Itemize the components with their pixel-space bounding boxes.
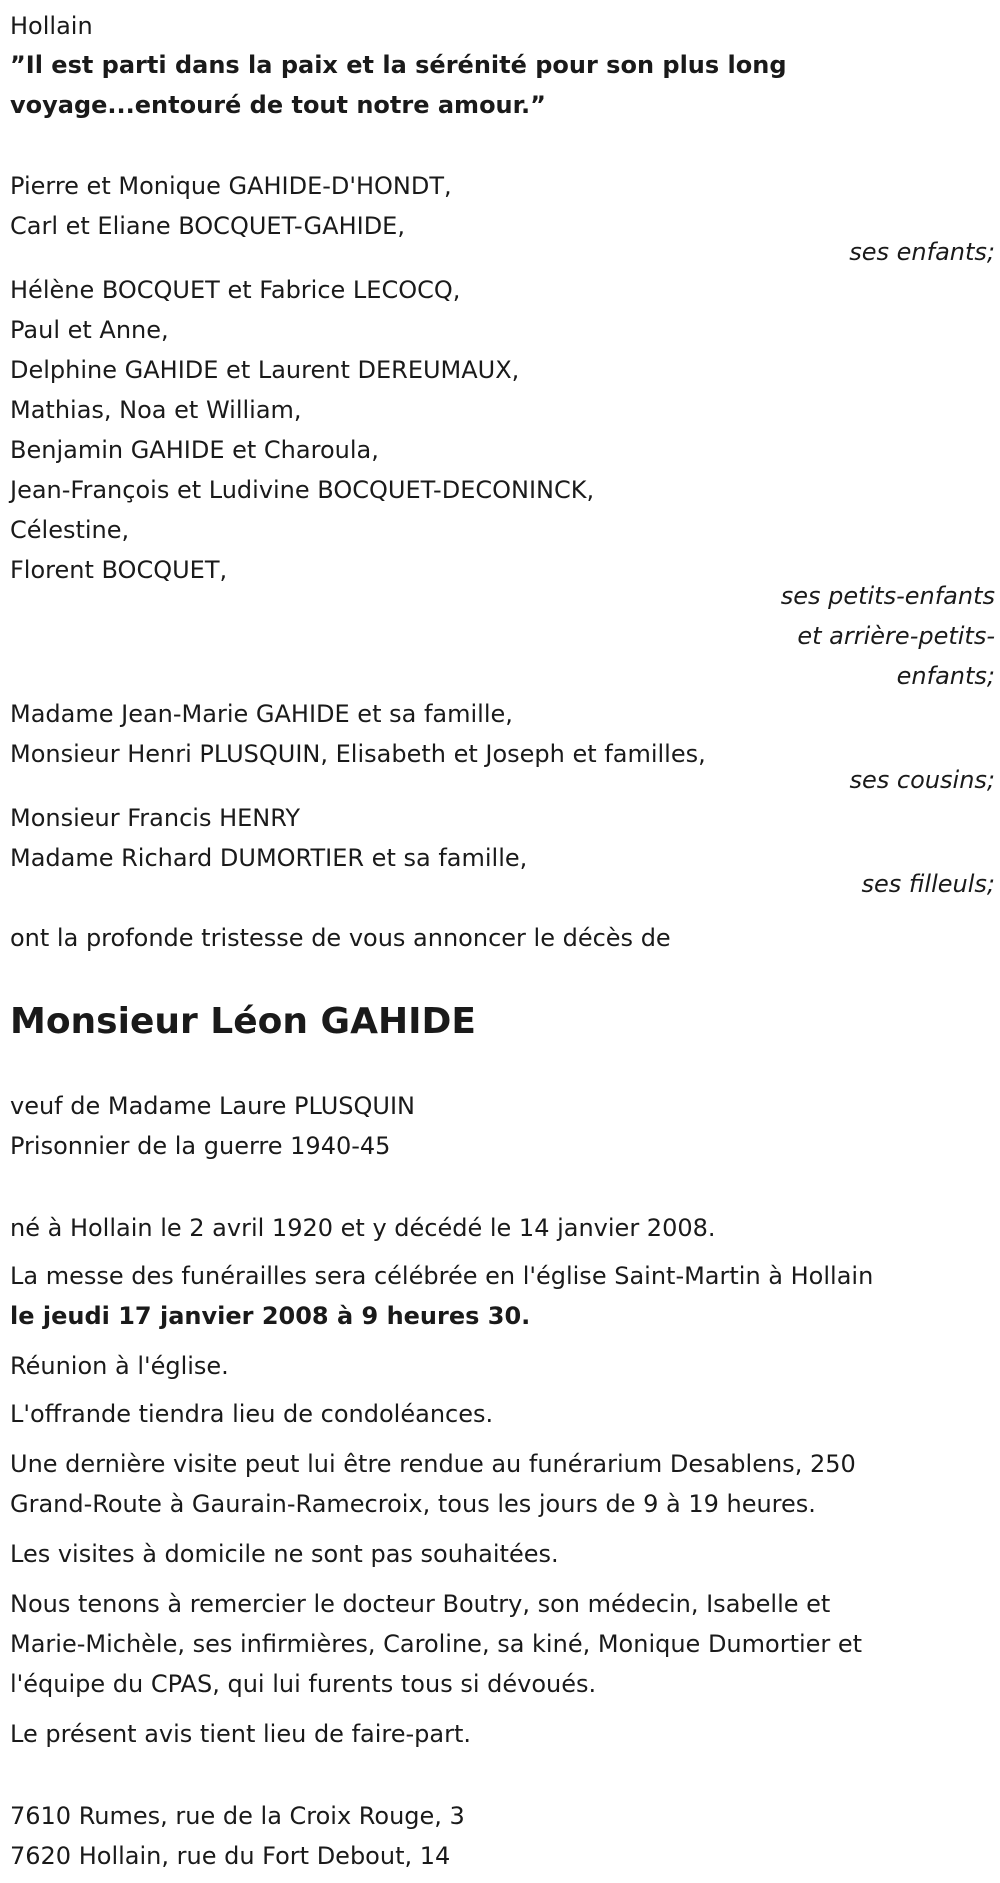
grandchild-name: Célestine,: [10, 516, 130, 544]
notice-line: Le présent avis tient lieu de faire-part.: [10, 1720, 472, 1748]
quote-line-2: voyage...entouré de tout notre amour.”: [10, 91, 546, 119]
grandchild-name: Mathias, Noa et William,: [10, 396, 302, 424]
thanks-line-1: Nous tenons à remercier le docteur Boutry, son médecin, Isabelle et: [10, 1590, 831, 1618]
place-header: Hollain: [10, 12, 93, 40]
widower-line: veuf de Madame Laure PLUSQUIN: [10, 1092, 415, 1120]
address-line: 7620 Hollain, rue du Fort Debout, 14: [10, 1842, 451, 1870]
relation-grandchildren-2: et arrière-petits-: [797, 622, 995, 650]
grandchild-name: Hélène BOCQUET et Fabrice LECOCQ,: [10, 276, 461, 304]
quote-line-1: ”Il est parti dans la paix et la sérénité pour son plus long: [10, 51, 787, 79]
child-name: Pierre et Monique GAHIDE-D'HONDT,: [10, 172, 452, 200]
godchild-name: Madame Richard DUMORTIER et sa famille,: [10, 844, 528, 872]
relation-grandchildren-3: enfants;: [896, 662, 995, 690]
visit-line-1: Une dernière visite peut lui être rendue au funérarium Desablens, 250: [10, 1450, 856, 1478]
mass-line: La messe des funérailles sera célébrée en l'église Saint-Martin à Hollain: [10, 1262, 874, 1290]
prisoner-line: Prisonnier de la guerre 1940-45: [10, 1132, 391, 1160]
relation-godchildren: ses filleuls;: [861, 870, 995, 898]
address-line: 7610 Rumes, rue de la Croix Rouge, 3: [10, 1802, 465, 1830]
grandchild-name: Delphine GAHIDE et Laurent DEREUMAUX,: [10, 356, 520, 384]
relation-children: ses enfants;: [849, 238, 995, 266]
grandchild-name: Paul et Anne,: [10, 316, 169, 344]
relation-grandchildren-1: ses petits-enfants: [780, 582, 995, 610]
mass-date: le jeudi 17 janvier 2008 à 9 heures 30.: [10, 1302, 531, 1330]
announcement: ont la profonde tristesse de vous annoncer le décès de: [10, 924, 671, 952]
grandchild-name: Benjamin GAHIDE et Charoula,: [10, 436, 379, 464]
relation-cousins: ses cousins;: [849, 766, 995, 794]
godchild-name: Monsieur Francis HENRY: [10, 804, 301, 832]
thanks-line-3: l'équipe du CPAS, qui lui furents tous si dévoués.: [10, 1670, 597, 1698]
deceased-name: Monsieur Léon GAHIDE: [10, 1001, 476, 1042]
meeting-line: Réunion à l'église.: [10, 1352, 229, 1380]
birth-death-line: né à Hollain le 2 avril 1920 et y décédé le 14 janvier 2008.: [10, 1214, 716, 1242]
home-visits-line: Les visites à domicile ne sont pas souhaitées.: [10, 1540, 559, 1568]
child-name: Carl et Eliane BOCQUET-GAHIDE,: [10, 212, 405, 240]
grandchild-name: Florent BOCQUET,: [10, 556, 228, 584]
grandchild-name: Jean-François et Ludivine BOCQUET-DECONINCK,: [10, 476, 595, 504]
visit-line-2: Grand-Route à Gaurain-Ramecroix, tous les jours de 9 à 19 heures.: [10, 1490, 816, 1518]
cousin-name: Monsieur Henri PLUSQUIN, Elisabeth et Joseph et familles,: [10, 740, 706, 768]
cousin-name: Madame Jean-Marie GAHIDE et sa famille,: [10, 700, 513, 728]
thanks-line-2: Marie-Michèle, ses infirmières, Caroline, sa kiné, Monique Dumortier et: [10, 1630, 863, 1658]
offering-line: L'offrande tiendra lieu de condoléances.: [10, 1400, 494, 1428]
